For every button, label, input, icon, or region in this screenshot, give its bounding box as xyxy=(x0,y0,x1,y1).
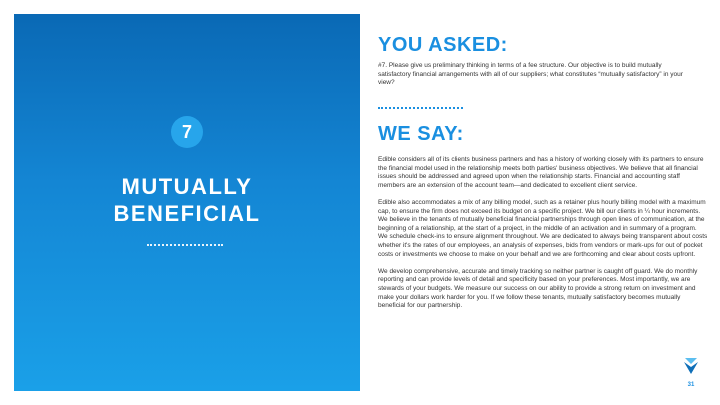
section-number-badge: 7 xyxy=(171,116,203,148)
section-title-line1: MUTUALLY xyxy=(121,174,253,199)
answer-body xyxy=(378,156,708,319)
answer-paragraph-1: Edible considers all of its clients business partners and has a history of working closely with its partners to ensure the financial model used in the relationship meets both parties' business objectives. We believe that all financial issues should be addressed and agreed upon when the relationship starts. Financial and accounting staff members are an extension of the account team—and dedicated to excellent client service. xyxy=(378,156,704,189)
you-asked-heading: YOU ASKED: xyxy=(378,34,508,56)
section-title-line2: BENEFICIAL xyxy=(113,201,261,226)
arrow-down-icon[interactable] xyxy=(684,358,698,374)
page-number: 31 xyxy=(687,382,695,388)
we-say-heading: WE SAY: xyxy=(378,123,464,145)
answer-paragraph-3: We develop comprehensive, accurate and timely tracking so neither partner is caught off guard. We do monthly reporting and can provide levels of detail and specificity based on your preferences. Most importantly, we are stewards of your budgets. We measure our success on our ability to provide a strong return on investment and make your dollars work harder for you. If we follow these tenants, mutually satisfactory becomes mutually beneficial for our partnership. xyxy=(378,267,698,310)
answer-paragraph-2: Edible also accommodates a mix of any billing model, such as a retainer plus hourly billing model with a maximum cap, to ensure the firm does not exceed its budget on a specific project. We bill our clients in ¼ hour increments. We believe in the tenants of mutually beneficial financial partnerships through open lines of communication, at the beginning of a relationship, at the start of a project, in the middle of an activation and in summary of a program. We schedule check-ins to ensure alignment throughout. We are dedicated to always being transparent about costs whether it's the rates of our employees, an analysis of expenses, bids from vendors or mark-ups for out of pocket costs or investments we choose to make on your behalf and we are forthcoming and clear about costs upfront. xyxy=(378,198,708,258)
left-dotted-divider xyxy=(147,244,223,246)
question-text: #7. Please give us preliminary thinking in terms of a fee structure. Our objective is to build mutually satisfactory financial arrangements with all of our suppliers; what constitutes “mutually satisfactory” in your view? xyxy=(378,62,683,87)
dotted-divider xyxy=(378,107,463,109)
section-title xyxy=(60,173,314,227)
